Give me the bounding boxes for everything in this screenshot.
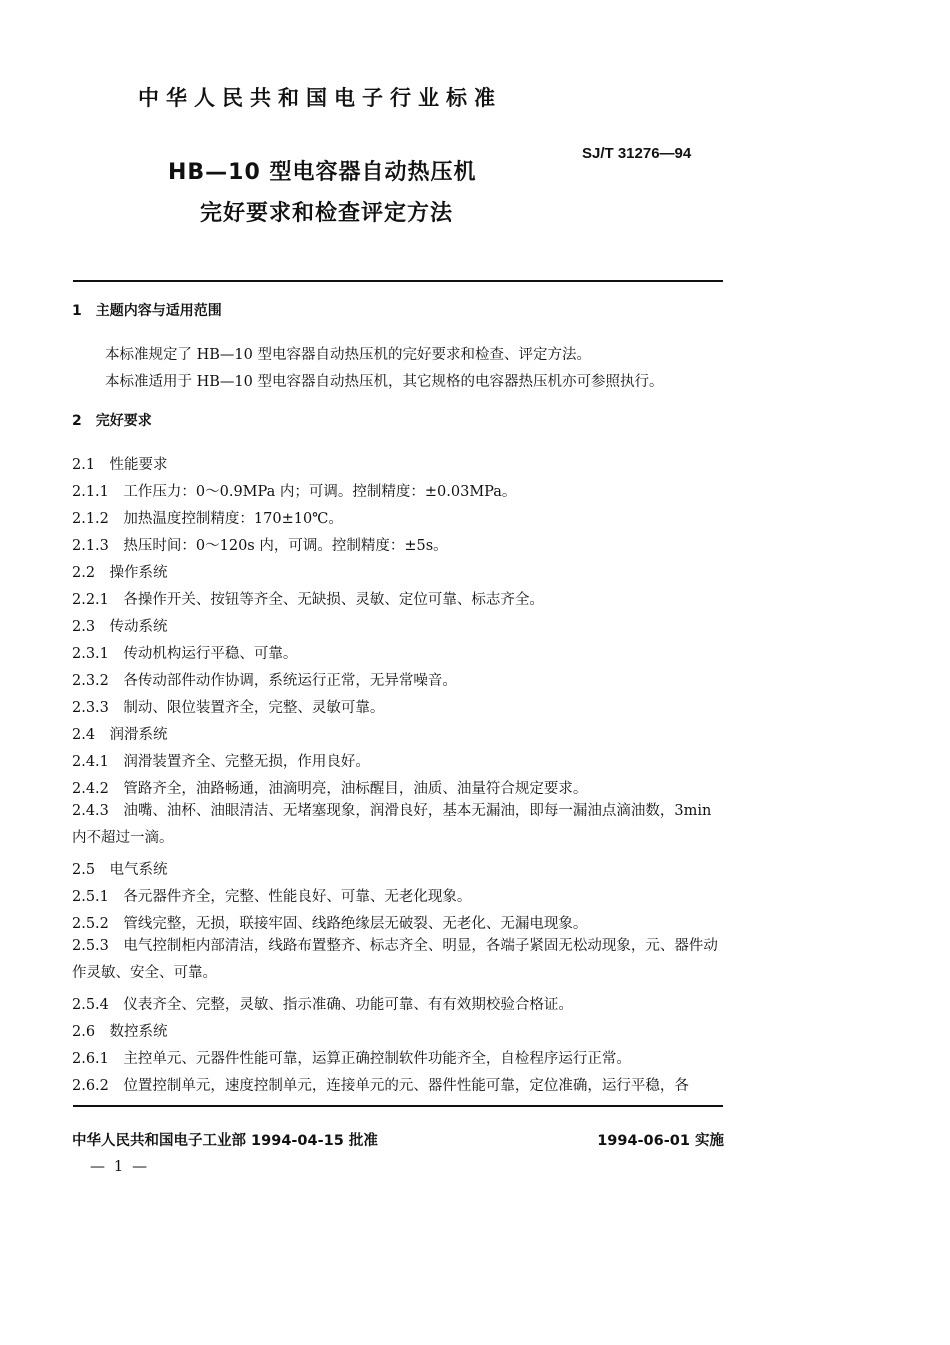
clause-item: 2.2.1 各操作开关、按钮等齐全、无缺损、灵敏、定位可靠、标志齐全。 — [72, 592, 544, 608]
clause-item: 2.4.3 油嘴、油杯、油眼清洁、无堵塞现象，润滑良好，基本无漏油，即每一漏油点滴油数，3min 内不超过一滴。 — [72, 803, 712, 846]
section-1-paragraph: 本标准规定了 HB—10 型电容器自动热压机的完好要求和检查、评定方法。 — [105, 347, 591, 363]
footer-divider — [73, 1105, 723, 1107]
standard-code: SJ/T 31276—94 — [582, 145, 692, 162]
clause-item: 2.2 操作系统 — [72, 565, 168, 581]
clause-item: 2.5 电气系统 — [72, 862, 168, 878]
clause-item: 2.1 性能要求 — [72, 457, 168, 473]
section-1-heading: 1 主题内容与适用范围 — [72, 303, 222, 319]
clause-item: 2.5.3 电气控制柜内部清洁，线路布置整齐、标志齐全、明显，各端子紧固无松动现象，元、器件动作灵敏、安全、可靠。 — [72, 938, 718, 981]
document-title-line-2: 完好要求和检查评定方法 — [200, 201, 454, 226]
clause-item: 2.3 传动系统 — [72, 619, 168, 635]
clause-item: 2.1.1 工作压力：0～0.9MPa 内；可调。控制精度：±0.03MPa。 — [72, 484, 517, 500]
clause-item: 2.6.1 主控单元、元器件性能可靠，运算正确控制软件功能齐全，自检程序运行正常。 — [72, 1051, 631, 1067]
section-2-heading: 2 完好要求 — [72, 413, 152, 429]
clause-item: 2.1.3 热压时间：0～120s 内，可调。控制精度：±5s。 — [72, 538, 448, 554]
document-title-line-1: HB—10 型电容器自动热压机 — [168, 160, 477, 185]
implementation-date: 1994-06-01 实施 — [597, 1133, 724, 1149]
clause-item: 2.4 润滑系统 — [72, 727, 168, 743]
clause-item: 2.4.2 管路齐全，油路畅通，油滴明亮，油标醒目，油质、油量符合规定要求。 — [72, 781, 588, 797]
clause-item: 2.6 数控系统 — [72, 1024, 168, 1040]
clause-item: 2.3.3 制动、限位装置齐全，完整、灵敏可靠。 — [72, 700, 385, 716]
clause-item: 2.4.1 润滑装置齐全、完整无损，作用良好。 — [72, 754, 370, 770]
issuer-title: 中华人民共和国电子行业标准 — [138, 86, 502, 110]
page-number: — 1 — — [90, 1157, 150, 1175]
clause-item: 2.5.2 管线完整，无损，联接牢固、线路绝缘层无破裂、无老化、无漏电现象。 — [72, 916, 588, 932]
section-1-paragraph: 本标准适用于 HB—10 型电容器自动热压机，其它规格的电容器热压机亦可参照执行。 — [105, 374, 664, 390]
clause-item: 2.1.2 加热温度控制精度：170±10℃。 — [72, 511, 343, 527]
clause-item: 2.5.4 仪表齐全、完整，灵敏、指示准确、功能可靠、有有效期校验合格证。 — [72, 997, 573, 1013]
header-divider — [73, 280, 723, 282]
clause-item: 2.3.1 传动机构运行平稳、可靠。 — [72, 646, 298, 662]
clause-item: 2.5.1 各元器件齐全，完整、性能良好、可靠、无老化现象。 — [72, 889, 472, 905]
clause-item: 2.6.2 位置控制单元，速度控制单元，连接单元的元、器件性能可靠，定位准确，运行平稳，各 — [72, 1078, 689, 1094]
approval-line: 中华人民共和国电子工业部 1994-04-15 批准 — [72, 1133, 378, 1149]
clause-item: 2.3.2 各传动部件动作协调，系统运行正常，无异常噪音。 — [72, 673, 457, 689]
